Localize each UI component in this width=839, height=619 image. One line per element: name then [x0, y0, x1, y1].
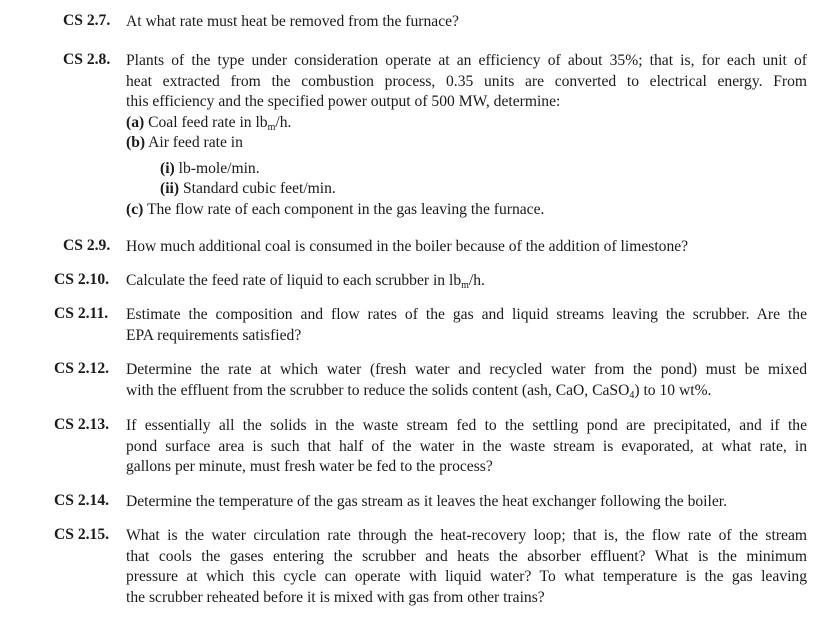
text-line: At what rate must heat be removed from the furnace? [126, 13, 459, 30]
problem-number: CS 2.10. [54, 271, 110, 288]
text-line: pressure at which this cycle can operate with liquid water? To what temperature is the gas leaving [126, 568, 807, 585]
part-label: (b) [126, 134, 146, 151]
part-text: Coal feed rate in lb [148, 113, 268, 131]
subscript: m [461, 280, 469, 291]
problem-text [126, 416, 807, 478]
part-label: (c) [126, 200, 144, 218]
sub-question-c [126, 200, 807, 221]
problem-number: CS 2.15. [54, 526, 110, 543]
problem-text [126, 305, 807, 346]
problem-number: CS 2.11. [54, 305, 109, 322]
text-line: gallons per minute, must fresh water be fed to the process? [126, 458, 493, 475]
sub-question-b [126, 133, 807, 154]
text-line [126, 381, 807, 402]
text-line: this efficiency and the specified power output of 500 MW, determine: [126, 93, 561, 110]
text-fragment: Calculate the feed rate of liquid to each scrubber in lb [126, 272, 462, 289]
text-line: the scrubber reheated before it is mixed with gas from other trains? [126, 588, 545, 606]
problem-number: CS 2.7. [63, 12, 111, 29]
text-line: How much additional coal is consumed in the boiler because of the addition of limestone? [126, 238, 689, 255]
sub-question-a [126, 113, 807, 134]
text-line: pond surface area is such that half of the water in the waste stream is evaporated, at what rate, in [126, 437, 807, 455]
part-text: Standard cubic feet/min. [182, 180, 336, 197]
text-line: EPA requirements satisfied? [126, 326, 302, 344]
part-label: (i) [160, 159, 175, 177]
text-line: Estimate the composition and flow rates of the gas and liquid streams leaving the scrubber. Are the [126, 306, 807, 323]
problem-text [126, 12, 807, 33]
problem-text [126, 237, 807, 258]
problem-number: CS 2.9. [63, 237, 111, 254]
problem-text [126, 271, 807, 292]
part-text: The flow rate of each component in the gas leaving the furnace. [146, 200, 545, 218]
sub-question-b-i [126, 159, 807, 180]
problem-number: CS 2.12. [54, 360, 110, 377]
text-fragment: ) to 10 wt%. [634, 381, 712, 399]
part-label: (ii) [160, 180, 180, 197]
text-fragment: with the effluent from the scrubber to reduce the solids content (ash, CaO, CaSO [126, 381, 630, 399]
subscript: 4 [629, 389, 635, 401]
subscript: m [267, 121, 276, 133]
part-text: lb-mole/min. [178, 159, 260, 177]
part-label: (a) [126, 113, 145, 131]
problem-text [126, 360, 807, 401]
problem-text [126, 492, 807, 513]
problem-number: CS 2.14. [54, 492, 110, 509]
problem-text [126, 51, 807, 220]
part-text: /h. [275, 113, 292, 131]
problem-text [126, 526, 807, 608]
text-line [126, 271, 807, 292]
text-line: Determine the temperature of the gas stream as it leaves the heat exchanger following the boiler. [126, 493, 727, 510]
problem-number: CS 2.13. [54, 416, 110, 433]
text-line: that cools the gases entering the scrubber and heats the absorber effluent? What is the minimum [126, 547, 807, 565]
text-fragment: /h. [468, 272, 485, 289]
sub-question-b-ii [126, 179, 807, 200]
part-text: Air feed rate in [148, 134, 243, 151]
text-line: If essentially all the solids in the waste stream fed to the settling pond are precipitated, and if the [126, 417, 807, 434]
text-line: Determine the rate at which water (fresh water and recycled water from the pond) must be mixed [126, 361, 807, 378]
text-line: What is the water circulation rate through the heat-recovery loop; that is, the flow rate of the stream [126, 527, 807, 544]
text-line: Plants of the type under consideration operate at an efficiency of about 35%; that is, for each unit of [126, 52, 807, 69]
problem-number: CS 2.8. [63, 51, 111, 68]
text-line: heat extracted from the combustion process, 0.35 units are converted to electrical energy. From [126, 72, 807, 90]
